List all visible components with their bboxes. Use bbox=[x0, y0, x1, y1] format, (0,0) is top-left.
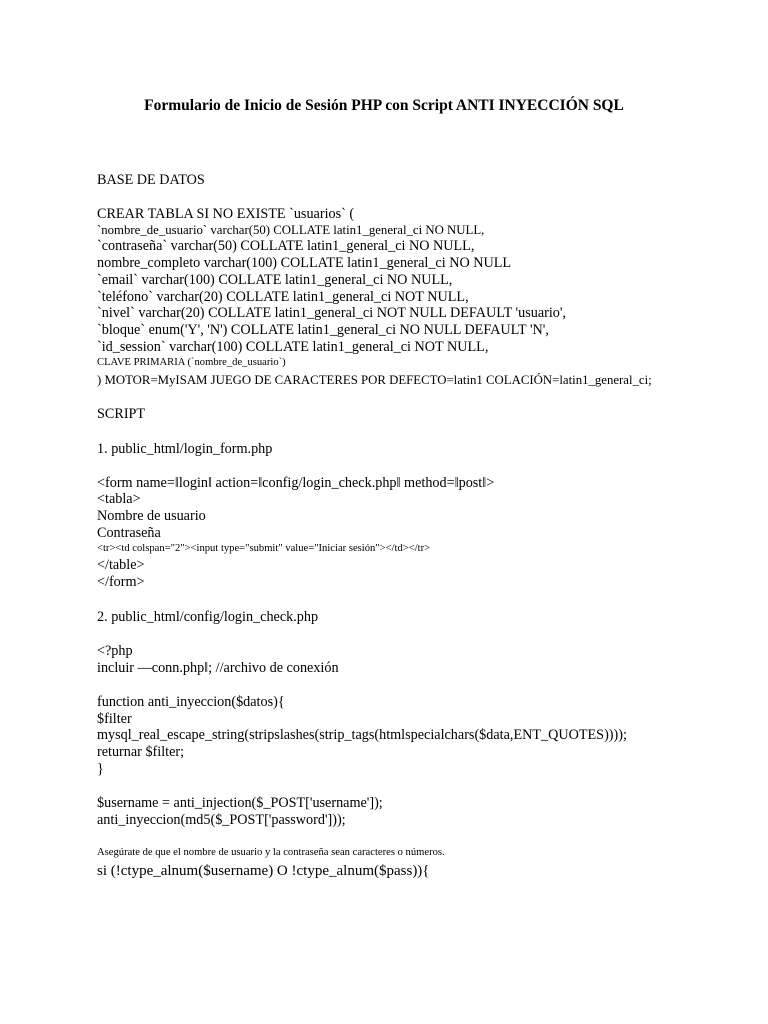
code-line: si (!ctype_alnum($username) O !ctype_alnum($pass)){ bbox=[97, 863, 430, 879]
code-line: incluir —conn.php‖; //archivo de conexión bbox=[97, 660, 339, 676]
code-line: returnar $filter; bbox=[97, 744, 185, 760]
code-line: $filter bbox=[97, 711, 132, 727]
sql-line: `id_session` varchar(100) COLLATE latin1_general_ci NOT NULL, bbox=[97, 339, 489, 355]
file1-heading: 1. public_html/login_form.php bbox=[97, 441, 273, 457]
sql-line: `teléfono` varchar(20) COLLATE latin1_general_ci NOT NULL, bbox=[97, 289, 469, 305]
code-line: </table> bbox=[97, 557, 145, 573]
sql-line: `nivel` varchar(20) COLLATE latin1_general_ci NOT NULL DEFAULT 'usuario', bbox=[97, 305, 566, 321]
sql-line: CLAVE PRIMARIA (`nombre_de_usuario`) bbox=[97, 357, 286, 368]
document-title: Formulario de Inicio de Sesión PHP con Script ANTI INYECCIÓN SQL bbox=[144, 97, 624, 114]
db-heading: BASE DE DATOS bbox=[97, 172, 205, 188]
code-line: anti_inyeccion(md5($_POST['password'])); bbox=[97, 812, 346, 828]
sql-line: nombre_completo varchar(100) COLLATE latin1_general_ci NO NULL bbox=[97, 255, 512, 271]
sql-line: ) MOTOR=MyISAM JUEGO DE CARACTERES POR DEFECTO=latin1 COLACIÓN=latin1_general_ci; bbox=[97, 373, 652, 387]
code-line: <tabla> bbox=[97, 491, 141, 507]
file2-heading: 2. public_html/config/login_check.php bbox=[97, 609, 319, 625]
sql-line: `bloque` enum('Y', 'N') COLLATE latin1_general_ci NO NULL DEFAULT 'N', bbox=[97, 322, 549, 338]
sql-line: `contraseña` varchar(50) COLLATE latin1_general_ci NO NULL, bbox=[97, 238, 475, 254]
code-line: </form> bbox=[97, 574, 145, 590]
code-line: <tr><td colspan="2"><input type="submit" value="Iniciar sesión"></td></tr> bbox=[97, 543, 431, 554]
code-line: <form name=‖login‖ action=‖config/login_check.php‖ method=‖post‖> bbox=[97, 475, 495, 491]
sql-line: CREAR TABLA SI NO EXISTE `usuarios` ( bbox=[97, 206, 355, 222]
script-heading: SCRIPT bbox=[97, 406, 146, 422]
code-line: mysql_real_escape_string(stripslashes(strip_tags(htmlspecialchars($data,ENT_QUOTES)))); bbox=[97, 727, 627, 743]
note-text: Asegúrate de que el nombre de usuario y la contraseña sean caracteres o números. bbox=[97, 847, 445, 858]
code-line: $username = anti_injection($_POST['username']); bbox=[97, 795, 383, 811]
code-line: Nombre de usuario bbox=[97, 508, 206, 524]
sql-line: `email` varchar(100) COLLATE latin1_general_ci NO NULL, bbox=[97, 272, 453, 288]
code-line: } bbox=[97, 761, 104, 777]
code-line: <?php bbox=[97, 643, 133, 659]
code-line: Contraseña bbox=[97, 525, 161, 541]
sql-line: `nombre_de_usuario` varchar(50) COLLATE latin1_general_ci NO NULL, bbox=[97, 223, 485, 237]
code-line: function anti_inyeccion($datos){ bbox=[97, 694, 285, 710]
